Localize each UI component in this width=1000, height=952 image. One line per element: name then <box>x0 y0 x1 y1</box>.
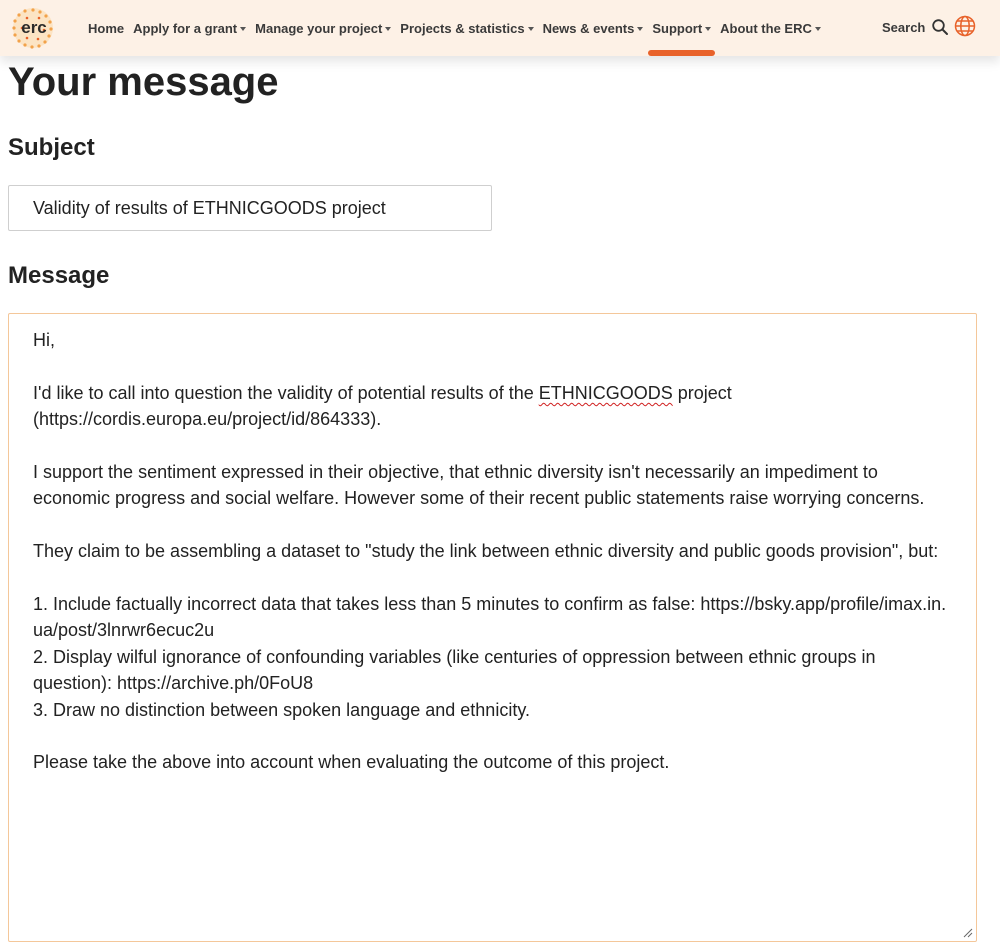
chevron-down-icon <box>705 27 711 31</box>
message-list-item: 1. Include factually incorrect data that takes less than 5 minutes to confirm as false: https://bsky.app/profile/imax.in.ua/post/3lnrwr6ecuc2u <box>33 594 947 641</box>
subject-input[interactable]: Validity of results of ETHNICGOODS project <box>8 185 492 231</box>
svg-text:erc: erc <box>21 18 47 37</box>
site-header <box>0 0 1000 56</box>
message-paragraph: I support the sentiment expressed in their objective, that ethnic diversity isn't necessarily an impediment to economic progress and social welfare. However some of their recent public statements raise worrying concerns. <box>33 462 925 509</box>
chevron-down-icon <box>385 27 391 31</box>
nav-home[interactable]: Home <box>88 20 125 36</box>
main-navigation <box>88 0 830 56</box>
message-paragraph: I'd like to call into question the validity of potential results of the ETHNICGOODS project (https://cordis.europa.eu/project/id/864333). <box>33 382 732 430</box>
message-list-item: 2. Display wilful ignorance of confounding variables (like centuries of oppression between ethnic groups in question): https://archive.ph/0FoU8 <box>33 646 876 694</box>
page-title: Your message <box>8 60 279 104</box>
message-textarea[interactable] <box>8 313 977 942</box>
nav-manage-your-project[interactable]: Manage your project <box>255 0 391 56</box>
nav-news-events[interactable]: News & events <box>543 0 644 56</box>
message-list-item: 3. Draw no distinction between spoken language and ethnicity. <box>33 699 530 720</box>
globe-icon[interactable] <box>954 15 976 37</box>
nav-about-the-erc[interactable]: About the ERC <box>720 0 821 56</box>
spellcheck-flagged-word[interactable]: ETHNICGOODS <box>538 382 673 403</box>
chevron-down-icon <box>637 27 643 31</box>
search-icon[interactable] <box>931 18 949 36</box>
message-paragraph: They claim to be assembling a dataset to "study the link between ethnic diversity and public goods provision", but: <box>33 541 939 562</box>
chevron-down-icon <box>815 27 821 31</box>
message-closing: Please take the above into account when evaluating the outcome of this project. <box>33 752 670 773</box>
message-label: Message <box>8 262 110 289</box>
chevron-down-icon <box>528 27 534 31</box>
nav-apply-for-a-grant[interactable]: Apply for a grant <box>133 0 246 56</box>
resize-handle-icon[interactable] <box>963 928 973 938</box>
chevron-down-icon <box>240 27 246 31</box>
erc-logo[interactable] <box>7 4 59 52</box>
nav-support[interactable]: Support <box>652 0 711 56</box>
subject-label: Subject <box>8 134 95 161</box>
search-link[interactable]: Search <box>882 20 926 35</box>
message-greeting: Hi, <box>33 330 55 350</box>
nav-projects-statistics[interactable]: Projects & statistics <box>400 0 533 56</box>
